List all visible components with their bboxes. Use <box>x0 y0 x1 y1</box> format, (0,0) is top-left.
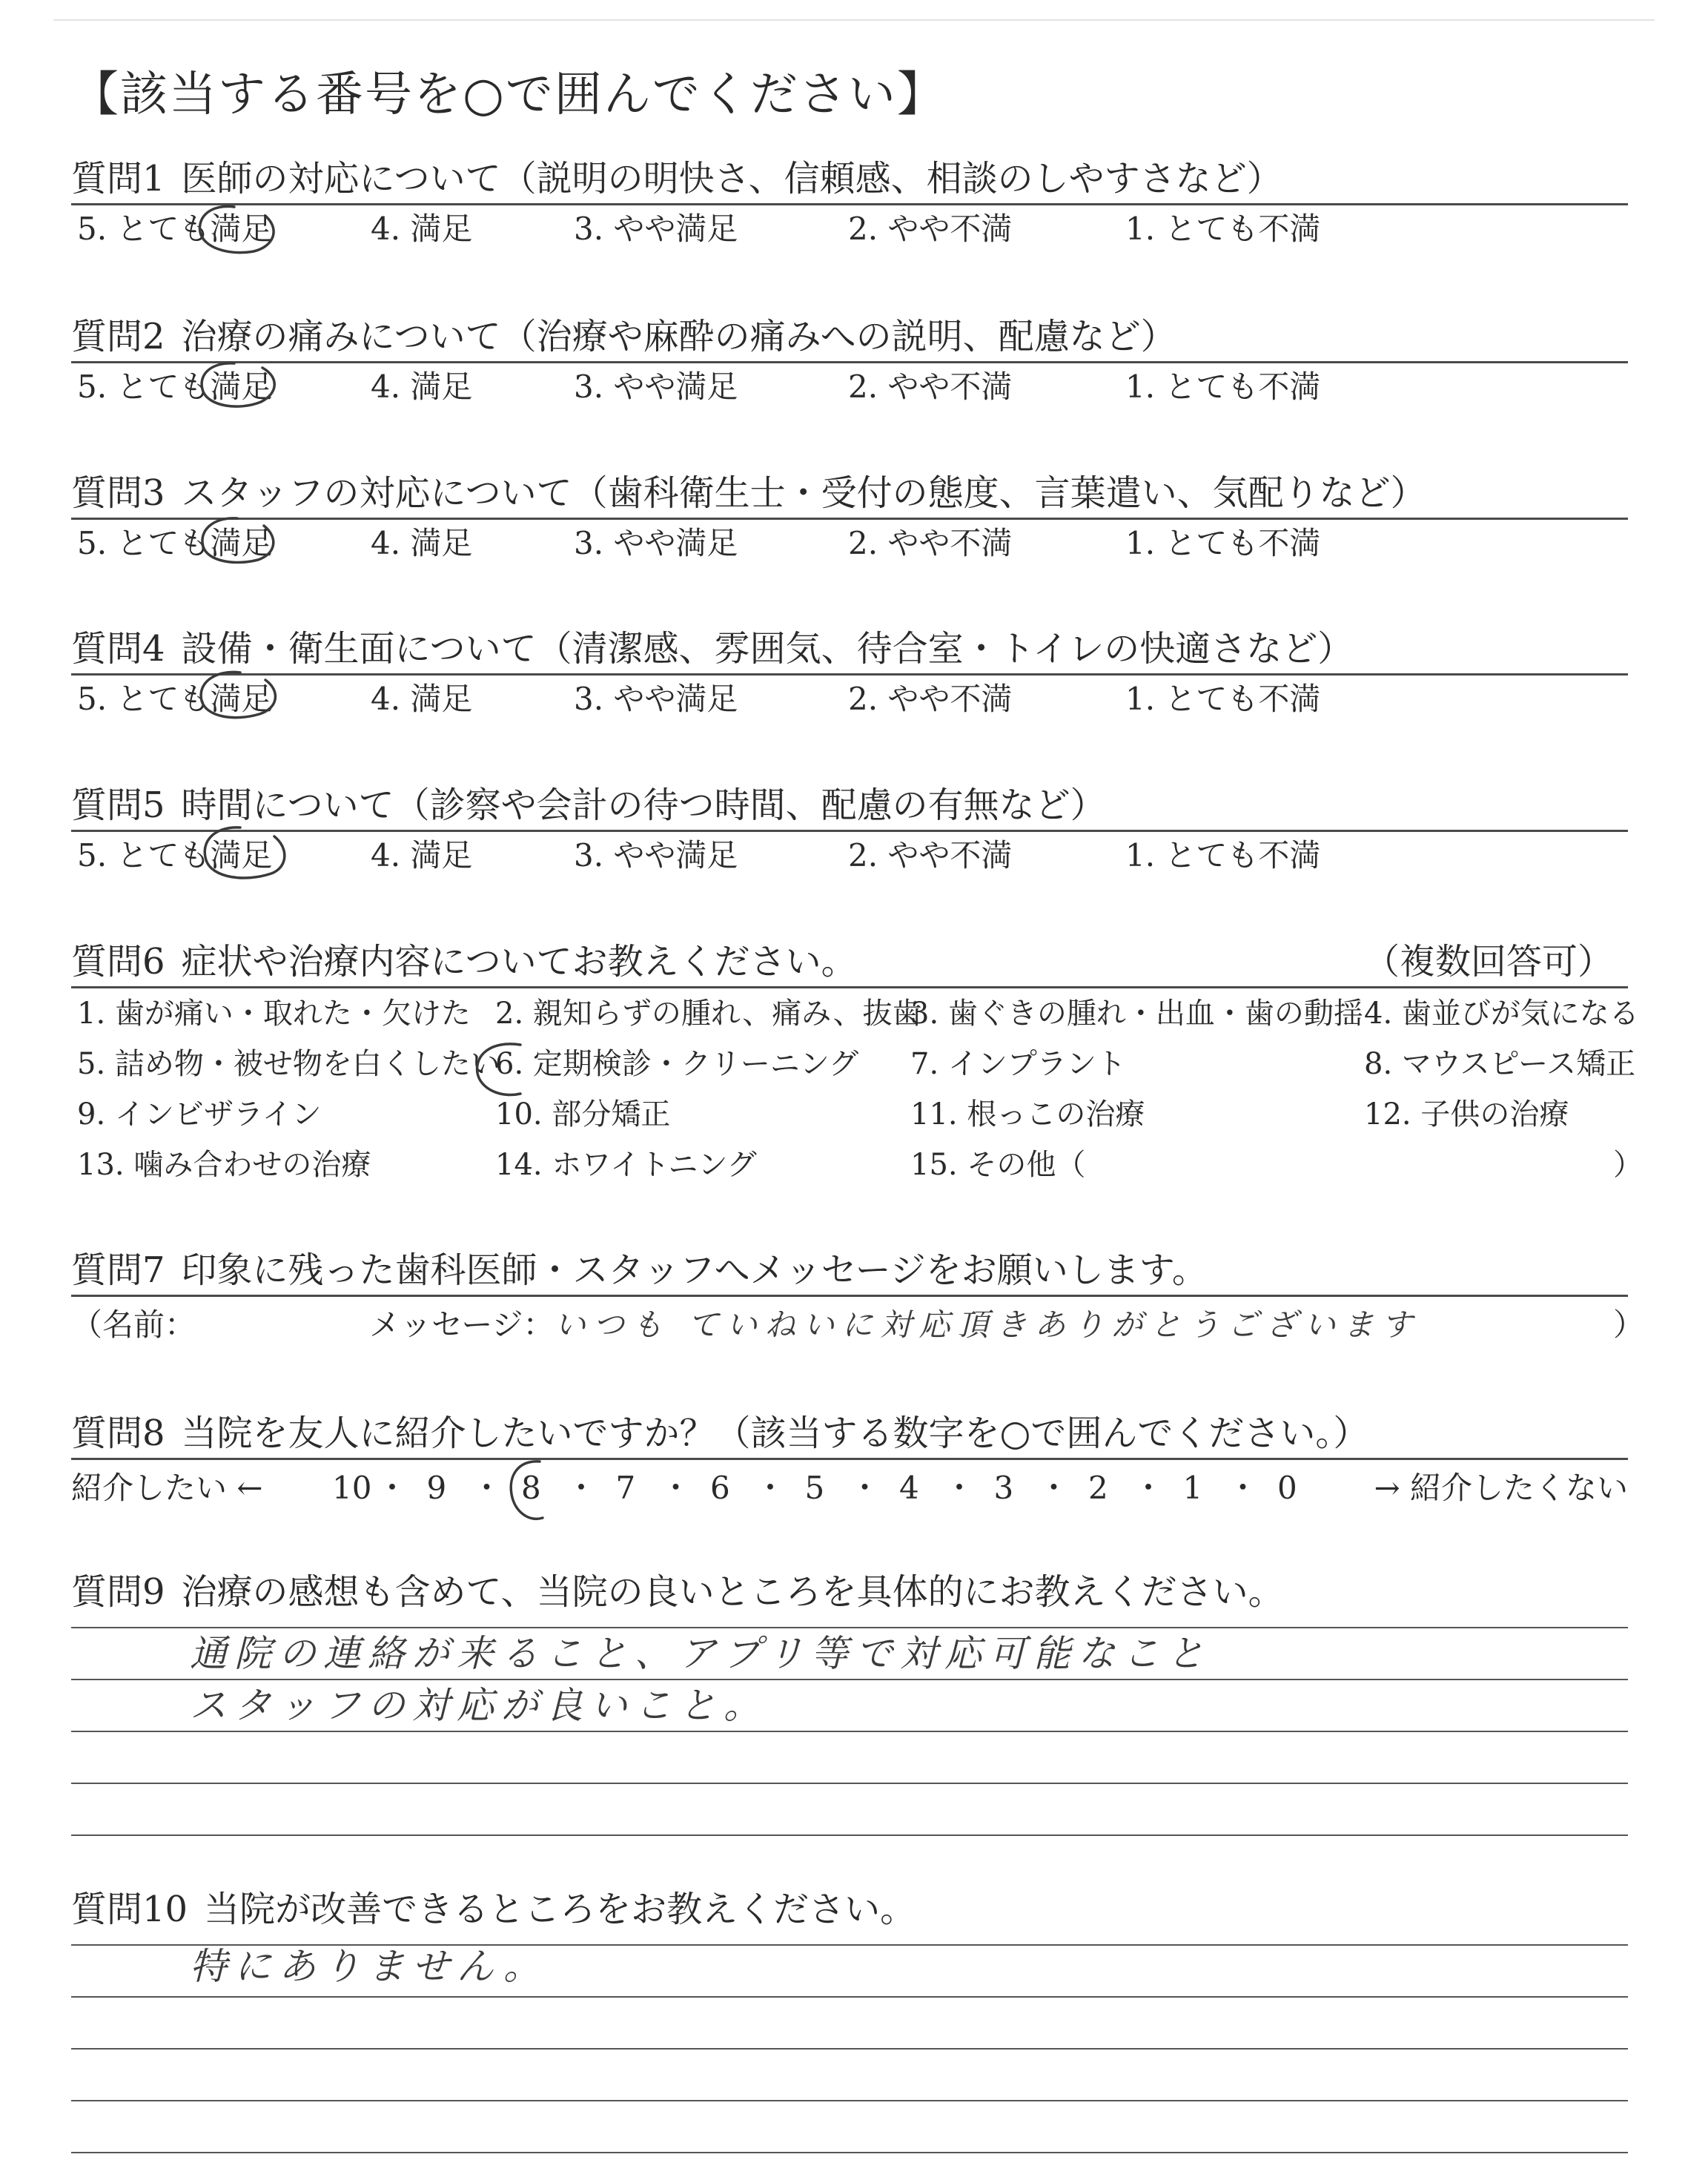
question-7 <box>71 1249 1645 1353</box>
question-number: 質問8 <box>71 1413 165 1454</box>
writing-line <box>71 2100 1628 2101</box>
recommend-scale <box>71 1460 1628 1516</box>
question-text: 印象に残った歯科医師・スタッフへメッセージをお願いします。 <box>181 1249 1208 1291</box>
message-label: メッセージ： <box>369 1307 555 1343</box>
option-somewhat-satisfied[interactable]: 3. やや満足 <box>574 369 738 405</box>
option-very-satisfied[interactable]: 5. とても満足 <box>77 211 273 247</box>
option-very-dissatisfied[interactable]: 1. とても不満 <box>1125 681 1321 717</box>
scale-separator: ・ <box>755 1470 787 1506</box>
scale-separator: ・ <box>849 1470 881 1506</box>
scale-separator: ・ <box>377 1470 408 1506</box>
scale-separator: ・ <box>1038 1470 1070 1506</box>
scale-value[interactable]: 0 <box>1277 1470 1297 1506</box>
rating-options <box>71 832 1628 879</box>
rating-options <box>71 205 1628 253</box>
writing-line <box>71 1996 1628 1998</box>
treatment-option[interactable]: 11. 根っこの治療 <box>910 1097 1145 1132</box>
question-number: 質問9 <box>71 1571 165 1613</box>
multiple-answers-note: （複数回答可） <box>1363 941 1613 982</box>
question-text: 症状や治療内容についてお教えください。 <box>181 941 857 982</box>
scale-value[interactable]: 2 <box>1088 1470 1108 1506</box>
option-somewhat-satisfied[interactable]: 3. やや満足 <box>574 525 738 561</box>
question-3 <box>71 472 1628 567</box>
scale-left-label: 紹介したい ← <box>71 1470 263 1506</box>
question-2 <box>71 315 1628 411</box>
option-satisfied[interactable]: 4. 満足 <box>371 369 473 405</box>
option-satisfied[interactable]: 4. 満足 <box>371 211 473 247</box>
question-header <box>71 1571 1628 1616</box>
question-number: 質問10 <box>71 1889 188 1930</box>
question-header <box>71 157 1628 205</box>
option-very-dissatisfied[interactable]: 1. とても不満 <box>1125 837 1321 873</box>
question-header <box>71 627 1628 676</box>
treatment-option[interactable]: 13. 噛み合わせの治療 <box>77 1148 371 1182</box>
question-number: 質問2 <box>71 316 165 357</box>
treatment-option[interactable]: 10. 部分矯正 <box>495 1097 671 1132</box>
question-header <box>71 1249 1628 1297</box>
rating-options <box>71 676 1628 723</box>
option-satisfied[interactable]: 4. 満足 <box>371 837 473 873</box>
scale-separator: ・ <box>471 1470 503 1506</box>
rating-options <box>71 520 1628 567</box>
answer-lines[interactable] <box>71 1616 1628 1891</box>
scale-value[interactable]: 1 <box>1182 1470 1203 1506</box>
question-text: スタッフの対応について（歯科衛生士・受付の態度、言葉遣い、気配りなど） <box>181 472 1426 514</box>
question-5 <box>71 784 1628 879</box>
handwritten-answer: スタッフの対応が良いこと。 <box>190 1684 768 1727</box>
question-number: 質問3 <box>71 472 165 514</box>
treatment-options-grid <box>71 988 1643 1190</box>
option-satisfied[interactable]: 4. 満足 <box>371 525 473 561</box>
treatment-option[interactable]: 15. その他（ <box>910 1148 1086 1182</box>
option-very-satisfied[interactable]: 5. とても満足 <box>77 525 273 561</box>
treatment-option[interactable]: 2. 親知らずの腫れ、痛み、抜歯 <box>495 997 922 1031</box>
writing-line <box>71 1627 1628 1628</box>
question-number: 質問1 <box>71 158 165 199</box>
message-row <box>71 1297 1645 1353</box>
scale-value[interactable]: 8 <box>521 1470 541 1506</box>
question-1 <box>71 157 1628 253</box>
name-label: （名前： <box>71 1307 196 1343</box>
question-9 <box>71 1571 1628 1891</box>
question-number: 質問6 <box>71 941 165 982</box>
instruction-heading: 【該当する番号を○で囲んでください】 <box>71 67 946 122</box>
question-text: 設備・衛生面について（清潔感、雰囲気、待合室・トイレの快適さなど） <box>181 628 1354 670</box>
option-somewhat-satisfied[interactable]: 3. やや満足 <box>574 211 738 247</box>
rating-options <box>71 363 1628 411</box>
question-number: 質問5 <box>71 785 165 826</box>
treatment-option[interactable]: 8. マウスピース矯正 <box>1364 1047 1636 1081</box>
question-number: 質問7 <box>71 1249 165 1291</box>
option-somewhat-dissatisfied[interactable]: 2. やや不満 <box>848 837 1013 873</box>
scale-separator: ・ <box>944 1470 976 1506</box>
scale-separator: ・ <box>1227 1470 1259 1506</box>
treatment-option[interactable]: 4. 歯並びが気になる <box>1364 997 1639 1031</box>
question-header <box>71 1888 1628 1934</box>
option-somewhat-dissatisfied[interactable]: 2. やや不満 <box>848 681 1013 717</box>
handwritten-message[interactable]: いつも ていねいに対応頂きありがとうございます <box>555 1307 1420 1343</box>
option-somewhat-dissatisfied[interactable]: 2. やや不満 <box>848 525 1013 561</box>
handwritten-answer: 特にありません。 <box>190 1945 548 1988</box>
treatment-option[interactable]: 9. インビザライン <box>77 1097 322 1132</box>
treatment-option[interactable]: 7. インプラント <box>910 1047 1126 1081</box>
writing-line <box>71 2048 1628 2050</box>
option-satisfied[interactable]: 4. 満足 <box>371 681 473 717</box>
scale-value[interactable]: 6 <box>710 1470 730 1506</box>
scale-value[interactable]: 9 <box>426 1470 447 1506</box>
option-very-dissatisfied[interactable]: 1. とても不満 <box>1125 369 1321 405</box>
option-somewhat-dissatisfied[interactable]: 2. やや不満 <box>848 211 1013 247</box>
message-close-paren: ） <box>1613 1307 1645 1343</box>
question-10 <box>71 1888 1628 2156</box>
scale-separator: ・ <box>1133 1470 1165 1506</box>
question-header <box>71 940 1628 988</box>
question-6 <box>71 940 1643 1190</box>
question-header <box>71 1412 1628 1460</box>
writing-line <box>71 1783 1628 1784</box>
scale-value[interactable]: 3 <box>993 1470 1014 1506</box>
treatment-option[interactable]: 6. 定期検診・クリーニング <box>495 1047 859 1081</box>
option-very-satisfied[interactable]: 5. とても満足 <box>77 681 273 717</box>
question-header <box>71 472 1628 520</box>
other-close-paren: ） <box>1613 1148 1643 1182</box>
question-8 <box>71 1412 1628 1516</box>
option-very-satisfied[interactable]: 5. とても満足 <box>77 369 273 405</box>
writing-line <box>71 2152 1628 2153</box>
scale-separator: ・ <box>566 1470 598 1506</box>
question-header <box>71 315 1628 363</box>
option-very-dissatisfied[interactable]: 1. とても不満 <box>1125 211 1321 247</box>
answer-lines[interactable] <box>71 1934 1628 2156</box>
option-very-dissatisfied[interactable]: 1. とても不満 <box>1125 525 1321 561</box>
scale-value[interactable]: 4 <box>899 1470 919 1506</box>
option-somewhat-satisfied[interactable]: 3. やや満足 <box>574 681 738 717</box>
treatment-option[interactable]: 12. 子供の治療 <box>1364 1097 1569 1132</box>
treatment-option[interactable]: 14. ホワイトニング <box>495 1148 757 1182</box>
option-somewhat-satisfied[interactable]: 3. やや満足 <box>574 837 738 873</box>
handwritten-answer: 通院の連絡が来ること、アプリ等で対応可能なこと <box>190 1632 1211 1675</box>
scale-value[interactable]: 7 <box>615 1470 636 1506</box>
scale-separator: ・ <box>660 1470 692 1506</box>
question-text: 医師の対応について（説明の明快さ、信頼感、相談のしやすさなど） <box>181 158 1282 199</box>
scale-value[interactable]: 10 <box>332 1470 372 1506</box>
question-text: 治療の感想も含めて、当院の良いところを具体的にお教えください。 <box>181 1571 1284 1613</box>
question-text: 当院が改善できるところをお教えください。 <box>204 1889 916 1930</box>
question-text: 治療の痛みについて（治療や麻酔の痛みへの説明、配慮など） <box>181 316 1176 357</box>
question-text: 時間について（診察や会計の待つ時間、配慮の有無など） <box>181 785 1106 826</box>
treatment-option[interactable]: 1. 歯が痛い・取れた・欠けた <box>77 997 471 1031</box>
scale-value[interactable]: 5 <box>804 1470 825 1506</box>
question-number: 質問4 <box>71 628 165 670</box>
option-somewhat-dissatisfied[interactable]: 2. やや不満 <box>848 369 1013 405</box>
question-header <box>71 784 1628 832</box>
question-text: 当院を友人に紹介したいですか？（該当する数字を○で囲んでください。） <box>181 1413 1369 1454</box>
writing-line <box>71 1731 1628 1732</box>
top-rule <box>53 19 1655 21</box>
scale-right-label: → 紹介したくない <box>1374 1470 1628 1506</box>
option-very-satisfied[interactable]: 5. とても満足 <box>77 837 273 873</box>
writing-line <box>71 1834 1628 1836</box>
writing-line <box>71 1679 1628 1680</box>
treatment-option[interactable]: 5. 詰め物・被せ物を白くしたい <box>77 1047 500 1081</box>
treatment-option[interactable]: 3. 歯ぐきの腫れ・出血・歯の動揺 <box>910 997 1363 1031</box>
question-4 <box>71 627 1628 723</box>
